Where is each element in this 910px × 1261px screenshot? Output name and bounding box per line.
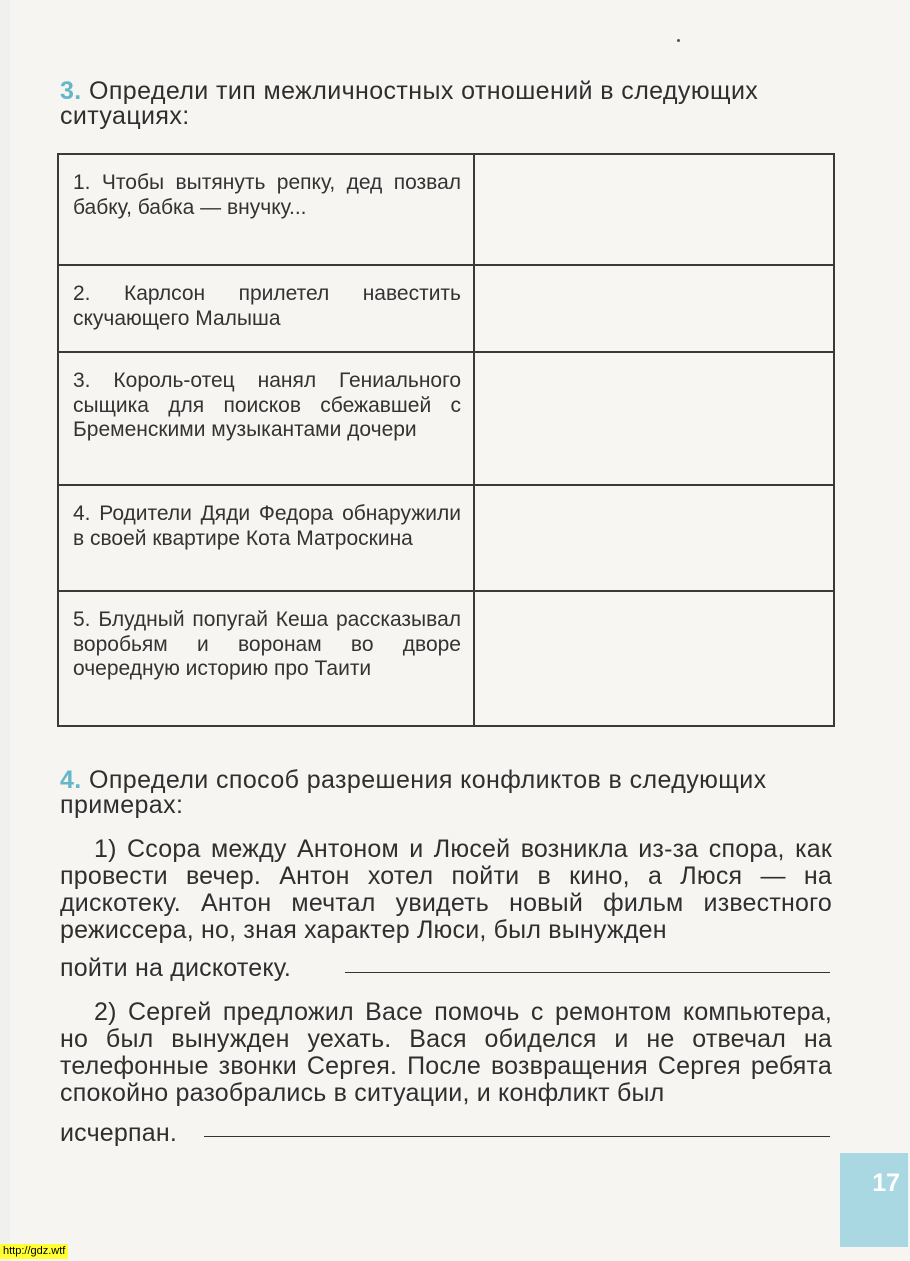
table-row	[58, 352, 834, 485]
page-number: 17	[872, 1169, 900, 1197]
example-2-ending: исчерпан.	[60, 1119, 178, 1147]
answer-cell[interactable]	[474, 591, 834, 726]
task-3-heading	[60, 79, 840, 129]
answer-cell[interactable]	[474, 154, 834, 265]
task-4-number: 4.	[60, 766, 82, 794]
example-2-answer-line[interactable]	[204, 1136, 830, 1137]
example-1-ending: пойти на дискотеку.	[60, 954, 292, 982]
task-4-text: Определи способ разрешения конфликтов в следующих примерах:	[60, 766, 767, 819]
task-3-text: Определи тип межличностных отношений в следующих ситуациях:	[60, 77, 759, 130]
source-watermark: http://gdz.wtf	[0, 1244, 68, 1259]
page-left-edge	[0, 0, 10, 1261]
example-2-text: 2) Сергей предложил Васе помочь с ремонтом компьютера, но был вынужден уехать. Вася обиделся и не отвечал на телефонные звонки Сергея. После возвращения Сергея ребята спокойно разобрались в ситуации, и конфликт был	[60, 998, 832, 1107]
situation-cell: 5. Блудный попугай Кеша рассказывал воробьям и воронам во дворе очередную историю про Таити	[58, 591, 474, 726]
situation-cell: 4. Родители Дяди Федора обнаружили в своей квартире Кота Матроскина	[58, 485, 474, 591]
example-1-answer-line[interactable]	[345, 972, 830, 973]
task-4-heading	[60, 768, 840, 818]
table-row	[58, 265, 834, 352]
situation-cell: 1. Чтобы вытянуть репку, дед позвал бабку, бабка — внучку...	[58, 154, 474, 265]
answer-cell[interactable]	[474, 352, 834, 485]
table-row	[58, 154, 834, 265]
example-1-text: 1) Ссора между Антоном и Люсей возникла из-за спора, как провести вечер. Антон хотел пойти в кино, а Люся — на дискотеку. Антон мечтал увидеть новый фильм известного режиссера, но, зная характер Люси, был вынужден	[60, 835, 832, 944]
answer-cell[interactable]	[474, 265, 834, 352]
table-row	[58, 485, 834, 591]
situation-cell: 3. Король-отец нанял Гениального сыщика для поисков сбежавшей с Бременскими музыкантами дочери	[58, 352, 474, 485]
print-speck	[677, 39, 680, 42]
table-row	[58, 591, 834, 726]
task-3-number: 3.	[60, 77, 82, 105]
answer-cell[interactable]	[474, 485, 834, 591]
situations-table	[57, 153, 835, 727]
situation-cell: 2. Карлсон прилетел навестить скучающего Малыша	[58, 265, 474, 352]
page-number-tab	[840, 1153, 908, 1247]
